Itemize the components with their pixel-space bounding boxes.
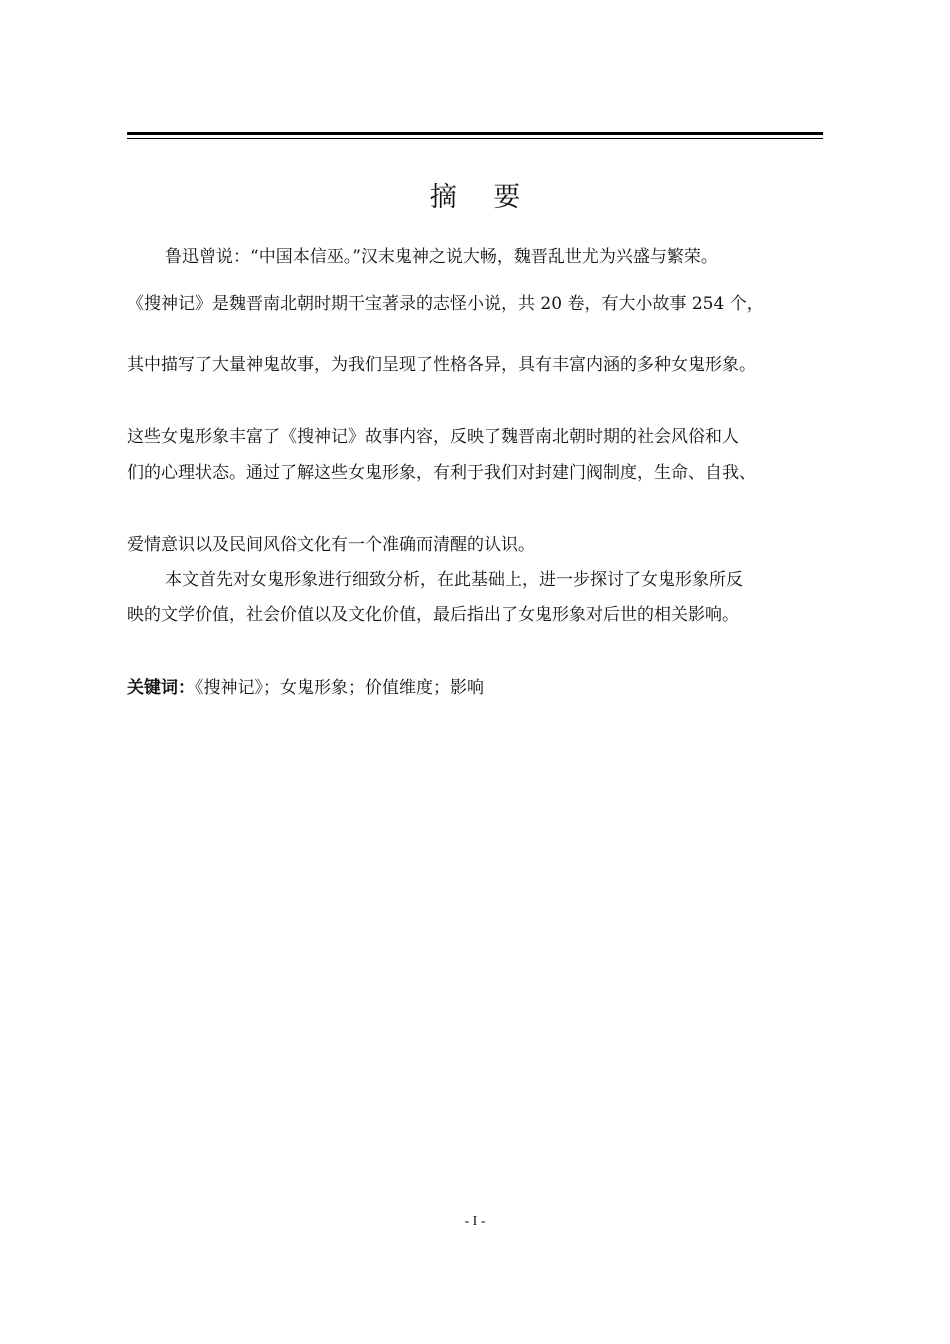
abstract-line-4: 这些女鬼形象丰富了《搜神记》故事内容，反映了魏晋南北朝时期的社会风俗和人: [127, 427, 739, 447]
keywords-label: 关键词：: [127, 678, 195, 698]
abstract-line-6: 爱情意识以及民间风俗文化有一个准确而清醒的认识。: [127, 535, 535, 555]
abstract-line-3: 其中描写了大量神鬼故事，为我们呈现了性格各异，具有丰富内涵的多种女鬼形象。: [127, 355, 756, 375]
abstract-line-7: 本文首先对女鬼形象进行细致分析，在此基础上，进一步探讨了女鬼形象所反: [165, 570, 743, 590]
abstract-title: 摘 要: [429, 182, 535, 213]
abstract-line-2: 《搜神记》是魏晋南北朝时期干宝著录的志怪小说，共 20 卷，有大小故事 254 个，: [127, 294, 764, 314]
keywords-value: 《搜神记》；女鬼形象；价值维度；影响: [195, 678, 484, 698]
abstract-line-1: 鲁迅曾说：“中国本信巫。”汉末鬼神之说大畅，魏晋乱世尤为兴盛与繁荣。: [165, 247, 718, 267]
header-rule-thick: [127, 132, 823, 135]
header-rule-thin: [127, 138, 823, 139]
abstract-line-5: 们的心理状态。通过了解这些女鬼形象，有利于我们对封建门阀制度，生命、自我、: [127, 463, 756, 483]
abstract-line-8: 映的文学价值，社会价值以及文化价值，最后指出了女鬼形象对后世的相关影响。: [127, 605, 739, 625]
keywords: [127, 676, 484, 700]
page-number: - I -: [464, 1214, 486, 1229]
